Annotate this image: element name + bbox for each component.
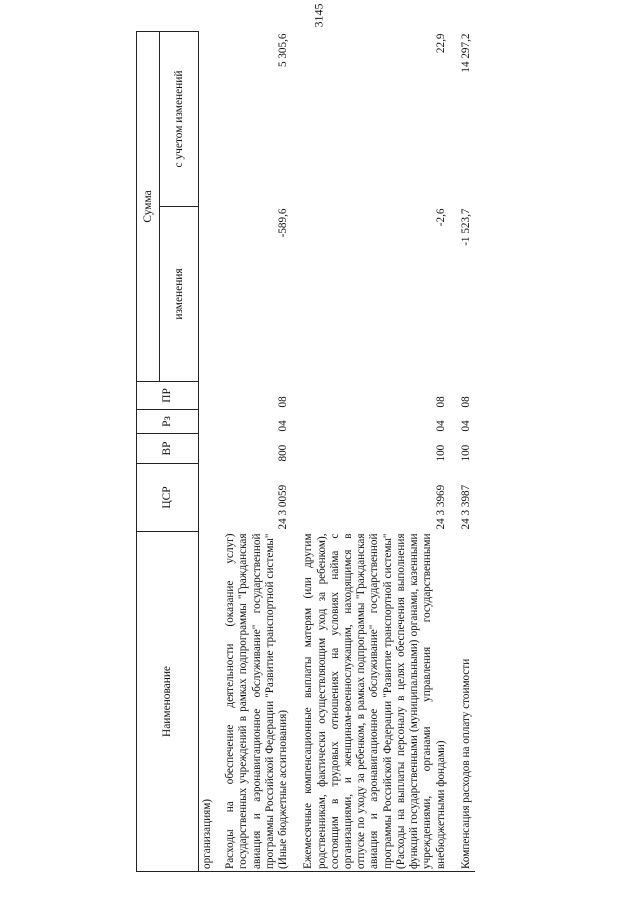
- row-name: Ежемесячные компенсационные выплаты матерям (или другим родственникам, фактически осуществляющим уход за ребенком), состоящим в трудовых отношениях на условиях найма с организациями, и женщинам-военнослужащим, находящимся в отпуске по уходу за ребенком, в рамках подпрограммы "Гражданская авиация и аэронавигационное обслуживание" государственной программы Российской Федерации "Развитие транспортной системы" (Расходы на выплаты персоналу в целях обеспечения выполнения функций государственными (муниципальными) органами, казенными учреждениями, органами управления государственными внебюджетными фондами): [292, 532, 449, 872]
- row-change: -2,6: [434, 208, 447, 227]
- row-pr: [199, 382, 217, 410]
- budget-sheet: [136, 32, 640, 872]
- table-header: [137, 31, 199, 871]
- row-rz: 04: [277, 420, 290, 432]
- header-vr: ВР: [137, 434, 199, 464]
- header-name: Наименование: [137, 532, 199, 872]
- row-csr: [199, 464, 217, 532]
- row-pr: 08: [434, 396, 447, 408]
- row-vr: 800: [277, 444, 290, 462]
- row-with-change: 22,9: [434, 33, 447, 54]
- table-row: [292, 31, 449, 871]
- table-body: [199, 31, 475, 871]
- row-vr: 100: [459, 444, 472, 462]
- page-number: [299, 0, 339, 28]
- row-csr: 24 3 0059: [277, 484, 290, 530]
- row-vr: [199, 434, 217, 464]
- row-vr: 100: [434, 444, 447, 462]
- row-rz: [199, 410, 217, 434]
- table-row: [199, 31, 217, 871]
- table-row: [216, 31, 292, 871]
- row-change: -1 523,7: [459, 208, 472, 246]
- budget-table: [136, 31, 475, 872]
- page-number-text: 3145: [311, 3, 326, 28]
- header-csr: ЦСР: [137, 464, 199, 532]
- row-change: [199, 207, 217, 382]
- row-name: организациям): [199, 532, 217, 872]
- header-sum-group: Сумма: [137, 31, 160, 381]
- row-pr: 08: [459, 396, 472, 408]
- row-rz: 04: [459, 420, 472, 432]
- row-rz: 04: [434, 420, 447, 432]
- header-with-change: с учетом изменений: [160, 31, 199, 206]
- row-name: Компенсация расходов на оплату стоимости: [450, 532, 475, 872]
- row-with-change: 5 305,6: [277, 33, 290, 68]
- row-csr: 24 3 3969: [434, 484, 447, 530]
- row-name: Расходы на обеспечение деятельности (оказание услуг) государственных учреждений в рамках подпрограммы "Гражданская авиация и аэронавигационное обслуживание" государственной программы Российской Федерации "Развитие транспортной системы" (Иные бюджетные ассигнования): [216, 532, 292, 872]
- row-csr: 24 3 3987: [459, 484, 472, 530]
- header-change: изменения: [160, 207, 199, 382]
- header-rz: Рз: [137, 410, 199, 434]
- row-with-change: [199, 31, 217, 206]
- row-pr: 08: [277, 396, 290, 408]
- row-with-change: 14 297,2: [459, 33, 472, 73]
- header-pr: ПР: [137, 382, 199, 410]
- row-change: -589,6: [277, 208, 290, 238]
- table-row: [450, 31, 475, 871]
